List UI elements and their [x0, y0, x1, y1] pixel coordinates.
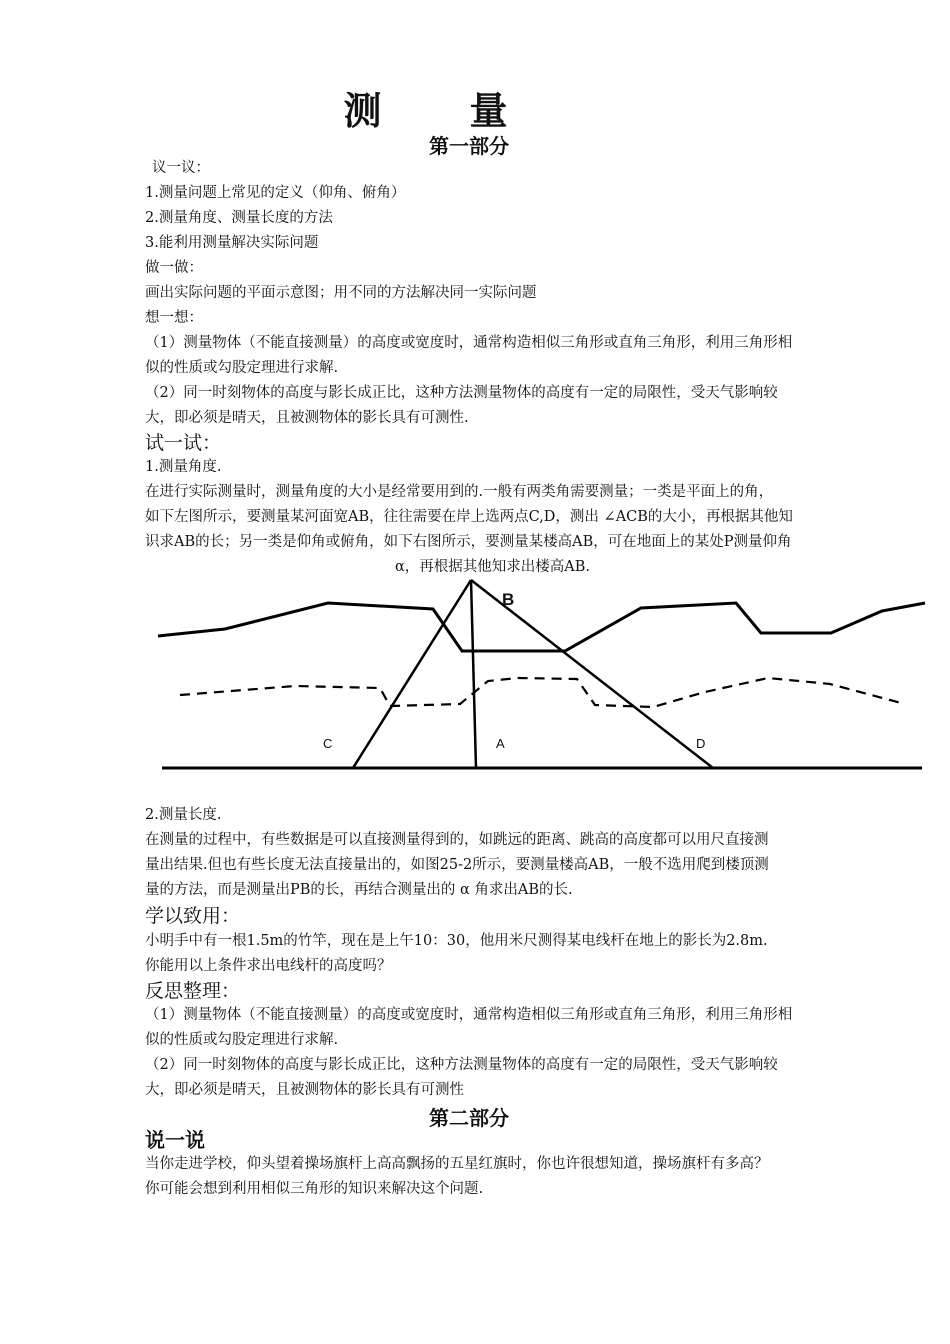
length-subheading: 2.测量长度. — [145, 807, 222, 823]
think-heading: 想一想： — [145, 310, 203, 326]
label-b: B — [502, 590, 515, 609]
try-heading: 试一试： — [145, 432, 222, 454]
length-paragraph: 量出结果.但也有些长度无法直接量出的，如图25-2所示，要测量楼高AB，一般不选用爬到楼顶测 — [145, 857, 769, 873]
try-paragraph: 在进行实际测量时，测量角度的大小是经常要用到的.一般有两类角需要测量；一类是平面上的角， — [145, 484, 774, 500]
river-bank-dashed — [180, 678, 905, 707]
try-paragraph: 如下左图所示，要测量某河面宽AB，往往需要在岸上选两点C,D，测出 ∠ACB的大小，再根据其他知 — [145, 509, 793, 525]
label-a: A — [496, 736, 505, 751]
try-paragraph: 识求AB的长；另一类是仰角或俯角，如下右图所示，要测量某楼高AB，可在地面上的某处P测量仰角 — [145, 534, 792, 550]
try-subheading: 1.测量角度. — [145, 459, 222, 475]
length-paragraph: 在测量的过程中，有些数据是可以直接测量得到的，如跳远的距离、跳高的高度都可以用尺直接测 — [145, 832, 769, 848]
apply-paragraph: 小明手中有一根1.5m的竹竿，现在是上午10：30，他用米尺测得某电线杆在地上的影长为2.8m. — [145, 933, 768, 949]
reflect-paragraph: （1）测量物体（不能直接测量）的高度或宽度时，通常构造相似三角形或直角三角形，利用三角形相 — [145, 1007, 793, 1023]
reflect-paragraph: （2）同一时刻物体的高度与影长成正比，这种方法测量物体的高度有一定的局限性，受天气影响较 — [145, 1057, 778, 1073]
discuss-item: 1.测量问题上常见的定义（仰角、俯角） — [145, 185, 406, 201]
section-heading-part1: 第一部分 — [429, 134, 509, 158]
say-paragraph: 当你走进学校，仰头望着操场旗杆上高高飘扬的五星红旗时，你也许很想知道，操场旗杆有多高？ — [145, 1156, 769, 1172]
label-c: C — [323, 736, 333, 751]
label-d: D — [696, 736, 706, 751]
reflect-paragraph: 似的性质或勾股定理进行求解. — [145, 1032, 339, 1048]
river-bank-top — [158, 603, 925, 651]
section-heading-part2: 第二部分 — [429, 1106, 509, 1130]
think-paragraph: （2）同一时刻物体的高度与影长成正比，这种方法测量物体的高度有一定的局限性，受天气影响较 — [145, 385, 778, 401]
think-paragraph: （1）测量物体（不能直接测量）的高度或宽度时，通常构造相似三角形或直角三角形，利用三角形相 — [145, 335, 793, 351]
do-heading: 做一做： — [145, 260, 203, 276]
reflect-paragraph: 大，即必须是晴天，且被测物体的影长具有可测性 — [145, 1082, 464, 1098]
page-title: 测 量 — [343, 89, 512, 133]
discuss-item: 3.能利用测量解决实际问题 — [145, 235, 319, 251]
measurement-diagram — [150, 572, 930, 777]
apply-paragraph: 你能用以上条件求出电线杆的高度吗？ — [145, 958, 392, 974]
reflect-heading: 反思整理： — [145, 980, 241, 1002]
discuss-item: 2.测量角度、测量长度的方法 — [145, 210, 333, 226]
apply-heading: 学以致用： — [145, 905, 241, 927]
say-heading: 说一说 — [145, 1128, 205, 1152]
think-paragraph: 似的性质或勾股定理进行求解. — [145, 360, 339, 376]
discuss-heading: 议一议： — [152, 160, 210, 176]
do-text: 画出实际问题的平面示意图；用不同的方法解决同一实际问题 — [145, 285, 537, 301]
line-ba — [471, 580, 476, 768]
say-paragraph: 你可能会想到利用相似三角形的知识来解决这个问题. — [145, 1181, 484, 1197]
try-paragraph: α，再根据其他知求出楼高AB. — [395, 559, 591, 575]
length-paragraph: 量的方法，而是测量出PB的长，再结合测量出的 α 角求出AB的长. — [145, 882, 573, 898]
think-paragraph: 大，即必须是晴天，且被测物体的影长具有可测性. — [145, 410, 469, 426]
